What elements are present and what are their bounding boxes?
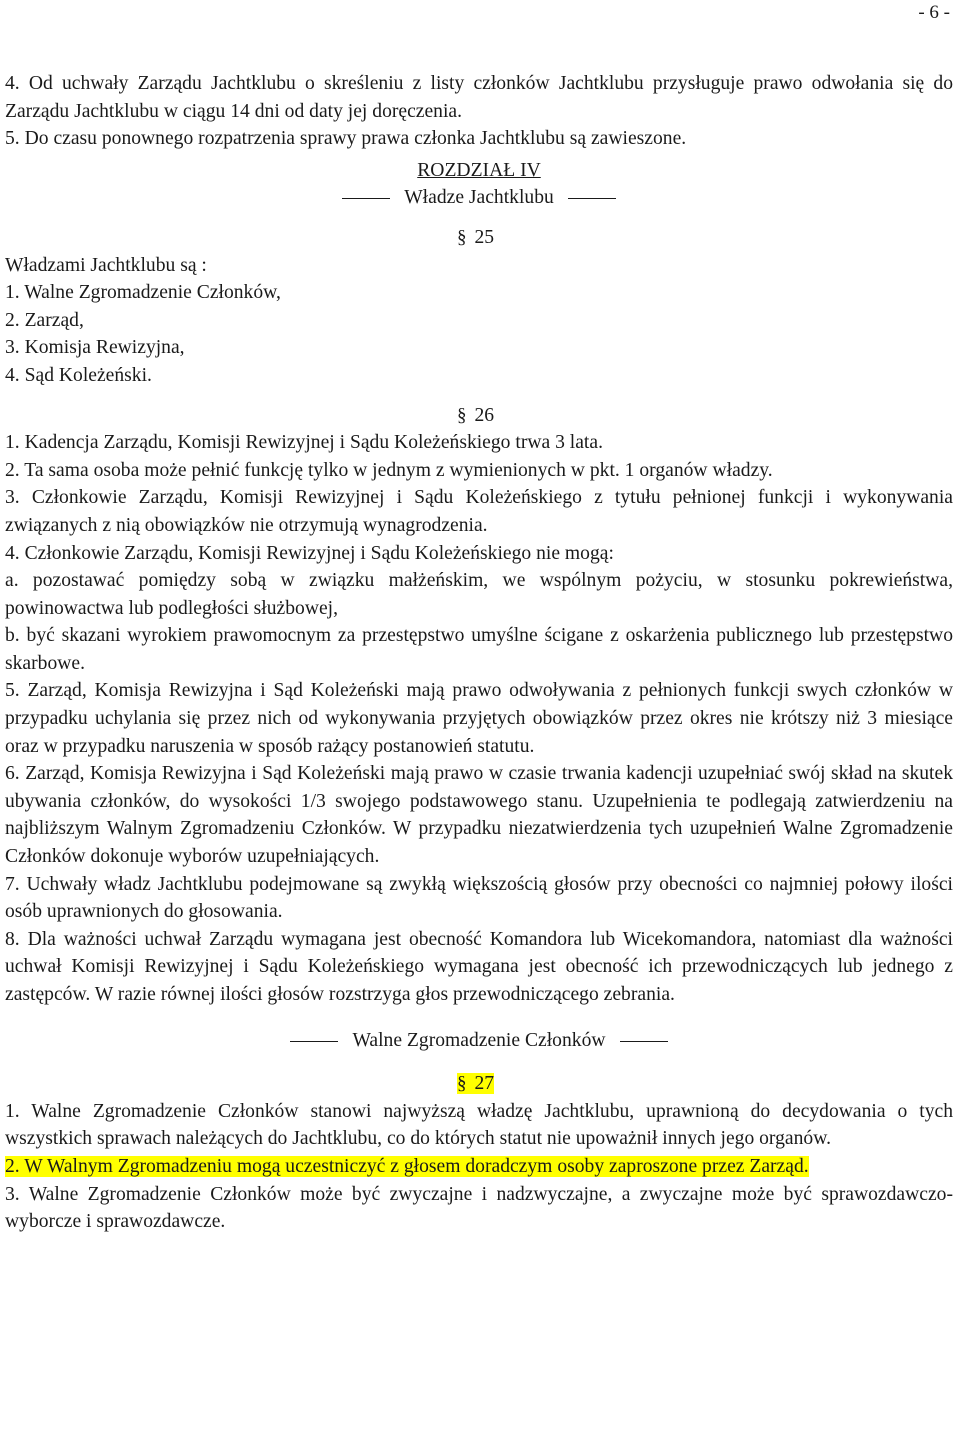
list-item: 4. Sąd Koleżeński. xyxy=(5,364,152,386)
section-26-paragraph: b. być skazani wyrokiem prawomocnym za przestępstwo umyślne ścigane z oskarżenia publicznego lub przestępstwo skarbowe. xyxy=(5,625,953,674)
section-26-paragraph: 6. Zarząd, Komisja Rewizyjna i Sąd Koleżeński mają prawo w czasie trwania kadencji uzupełniać swój skład na skutek ubywania członków, do wysokości 1/3 swojego podstawowego stanu. Uzupełnienia te podlegają zatwierdzeniu na najbliższym Walnym Zgromadzeniu Członków. W przypadku niezatwierdzenia tych uzupełnień Walne Zgromadzenie Członków dokonuje wyborów uzupełniających. xyxy=(5,763,953,868)
section-26-heading xyxy=(5,402,953,430)
section-26-paragraph: 3. Członkowie Zarządu, Komisji Rewizyjnej i Sądu Koleżeńskiego z tytułu pełnionej funkcji i wykonywania związanych z nią obowiązków nie otrzymują wynagrodzenia. xyxy=(5,487,953,536)
list-item: 3. Komisja Rewizyjna, xyxy=(5,337,185,359)
page-number: - 6 - xyxy=(918,2,950,23)
list-item: 1. Walne Zgromadzenie Członków, xyxy=(5,282,281,304)
section-icon: § xyxy=(457,404,467,426)
intro-paragraph-4: 4. Od uchwały Zarządu Jachtklubu o skreśleniu z listy członków Jachtklubu przysługuje prawo odwołania się do Zarządu Jachtklubu w ciągu 14 dni od daty jej doręczenia. xyxy=(5,73,953,122)
dash-left xyxy=(290,1041,338,1042)
section-25-heading xyxy=(5,224,953,252)
section-26-paragraph: 4. Członkowie Zarządu, Komisji Rewizyjnej i Sądu Koleżeńskiego nie mogą: xyxy=(5,542,614,564)
section-25-number: 25 xyxy=(474,226,495,248)
chapter-subtitle xyxy=(5,184,953,212)
section-26-paragraph: 1. Kadencja Zarządu, Komisji Rewizyjnej i Sądu Koleżeńskiego trwa 3 lata. xyxy=(5,432,603,454)
section-26-number: 26 xyxy=(474,404,495,426)
walne-heading-text: Walne Zgromadzenie Członków xyxy=(352,1029,606,1051)
section-27-paragraph: 3. Walne Zgromadzenie Członków może być zwyczajne i nadzwyczajne, a zwyczajne może być sprawozdawczo-wyborcze i sprawozdawcze. xyxy=(5,1183,953,1233)
section-27-heading xyxy=(5,1070,953,1098)
intro-paragraph-5: 5. Do czasu ponownego rozpatrzenia sprawy prawa członka Jachtklubu są zawieszone. xyxy=(5,128,687,150)
highlighted-text: 2. W Walnym Zgromadzeniu mogą uczestniczyć z głosem doradczym osoby zaproszone przez Zarząd. xyxy=(5,1155,809,1177)
walne-zgromadzenie-heading xyxy=(5,1027,953,1055)
section-25-lead: Władzami Jachtklubu są : xyxy=(5,254,207,276)
section-27-paragraph: 1. Walne Zgromadzenie Członków stanowi najwyższą władzę Jachtklubu, uprawnioną do decydowania o tych wszystkich sprawach należących do Jachtklubu, co do których statut nie upoważnił innych jego organów. xyxy=(5,1100,953,1150)
section-26-paragraph: 5. Zarząd, Komisja Rewizyjna i Sąd Koleżeński mają prawo odwoływania z pełnionych funkcji swych członków w przypadku uchylania się przez nich od wykonywania przyjętych obowiązków przez okres nie krótszy niż 3 miesiące oraz w przypadku naruszenia w sposób rażący postanowień statutu. xyxy=(5,680,953,757)
section-26-paragraph: 8. Dla ważności uchwał Zarządu wymagana jest obecność Komandora lub Wicekomandora, natomiast dla ważności uchwał Komisji Rewizyjnej i Sądu Koleżeńskiego wymagana jest obecność ich przewodniczących lub jednego z zastępców. W razie równej ilości głosów rozstrzyga głos przewodniczącego zebrania. xyxy=(5,928,953,1005)
chapter-title-text: ROZDZIAŁ IV xyxy=(417,159,541,181)
section-26-paragraph: a. pozostawać pomiędzy sobą w związku małżeńskim, we wspólnym pożyciu, w stosunku pokrewieństwa, powinowactwa lub podległości służbowej, xyxy=(5,570,953,619)
chapter-title xyxy=(5,157,953,185)
document-body xyxy=(5,70,953,1236)
section-27-highlight xyxy=(457,1073,494,1094)
dash-right xyxy=(620,1041,668,1042)
list-item: 2. Zarząd, xyxy=(5,309,84,331)
section-26-paragraph: 7. Uchwały władz Jachtklubu podejmowane są zwykłą większością głosów przy obecności co najmniej połowy ilości osób uprawnionych do głosowania. xyxy=(5,873,953,923)
dash-left xyxy=(342,198,390,199)
chapter-subtitle-text: Władze Jachtklubu xyxy=(404,187,554,209)
section-27-paragraph xyxy=(5,1153,953,1181)
section-icon: § xyxy=(457,1073,467,1095)
section-27-number: 27 xyxy=(474,1073,495,1095)
section-icon: § xyxy=(457,226,467,248)
section-26-paragraph: 2. Ta sama osoba może pełnić funkcję tylko w jednym z wymienionych w pkt. 1 organów władzy. xyxy=(5,459,773,481)
dash-right xyxy=(568,198,616,199)
